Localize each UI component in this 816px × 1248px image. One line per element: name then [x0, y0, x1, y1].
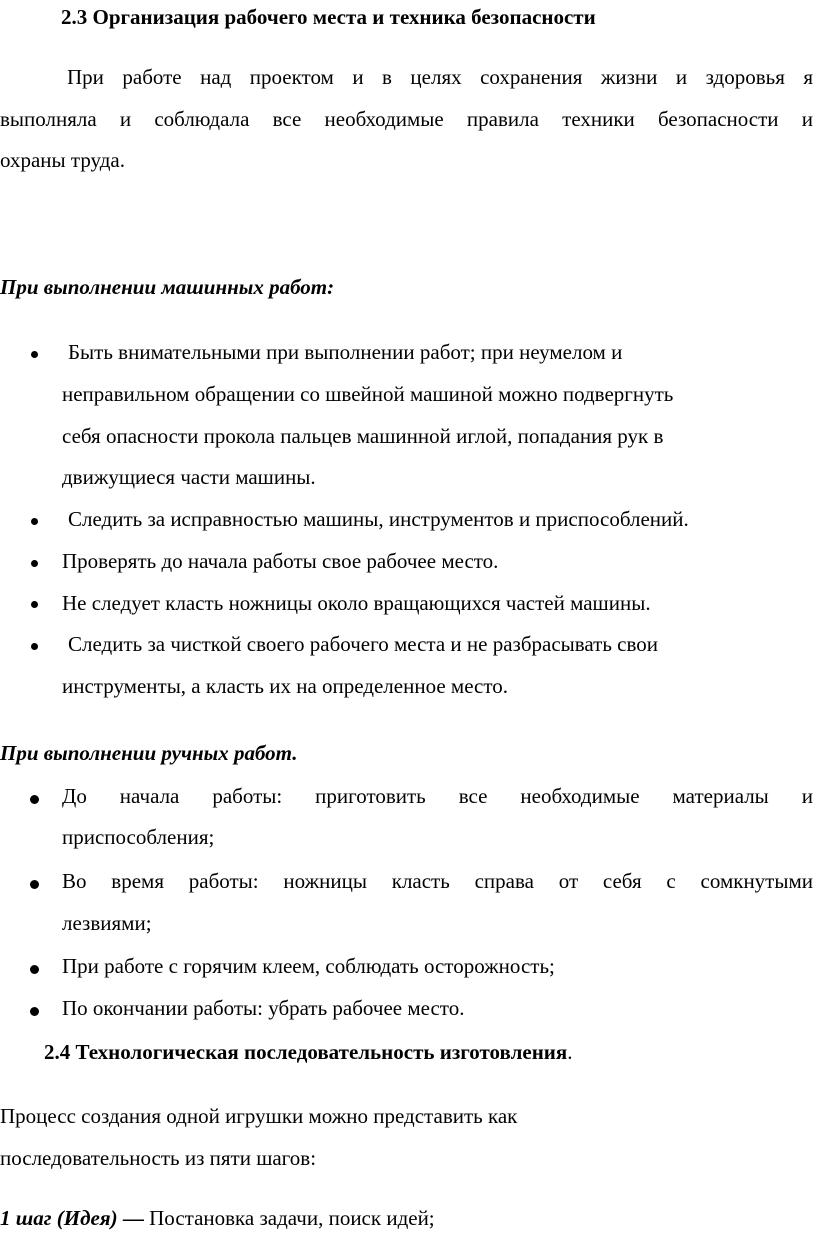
bullet-icon — [30, 880, 39, 889]
bullet-icon — [31, 601, 38, 608]
bullet-icon — [31, 351, 38, 358]
list-item-line: Следить за чисткой своего рабочего места и не разбрасывать свои — [68, 632, 658, 656]
list-item-line: Во время работы: ножницы класть справа от себя с сомкнутыми — [62, 869, 813, 893]
list-item-line: неправильном обращении со швейной машиной можно подвергнуть — [62, 382, 674, 406]
step-1-text: Постановка задачи, поиск идей; — [149, 1206, 435, 1230]
section-heading-2-4 — [44, 1040, 573, 1065]
manual-work-heading: При выполнении ручных работ. — [0, 741, 298, 765]
intro-line-3: охраны труда. — [0, 148, 125, 172]
process-intro-line-1: Процесс создания одной игрушки можно представить как — [0, 1104, 518, 1128]
step-1-dash: — — [117, 1206, 150, 1230]
bullet-icon — [31, 560, 38, 567]
step-1 — [0, 1206, 435, 1231]
bullet-icon — [30, 1007, 39, 1016]
step-1-label: 1 шаг (Идея) — [0, 1206, 118, 1230]
list-item-line: лезвиями; — [62, 911, 152, 935]
machine-work-heading: При выполнении машинных работ: — [0, 275, 335, 299]
list-item-line: До начала работы: приготовить все необходимые материалы и — [62, 784, 813, 808]
list-item-line: инструменты, а класть их на определенное место. — [62, 674, 509, 698]
list-item-line: Следить за исправностью машины, инструментов и приспособлений. — [68, 507, 689, 531]
bullet-icon — [30, 965, 39, 974]
section-heading-2-4-suffix: . — [567, 1040, 573, 1064]
list-item-line: себя опасности прокола пальцев машинной иглой, попадания рук в — [62, 424, 664, 448]
bullet-icon — [31, 518, 38, 525]
section-heading-2-3: 2.3 Организация рабочего места и техника безопасности — [61, 5, 596, 29]
intro-line-1: При работе над проектом и в целях сохранения жизни и здоровья я — [67, 65, 813, 89]
list-item-line: приспособления; — [62, 825, 215, 849]
list-item-line: Быть внимательными при выполнении работ; при неумелом и — [68, 340, 623, 364]
bullet-icon — [31, 643, 38, 650]
list-item-line: По окончании работы: убрать рабочее место. — [62, 996, 465, 1020]
list-item-line: При работе с горячим клеем, соблюдать осторожность; — [62, 954, 555, 978]
list-item-line: Проверять до начала работы свое рабочее место. — [62, 549, 499, 573]
bullet-icon — [30, 795, 39, 804]
list-item-line: Не следует класть ножницы около вращающихся частей машины. — [62, 591, 651, 615]
process-intro-line-2: последовательность из пяти шагов: — [0, 1146, 317, 1170]
section-heading-2-4-text: 2.4 Технологическая последовательность изготовления — [44, 1040, 568, 1064]
intro-line-2: выполняла и соблюдала все необходимые правила техники безопасности и — [0, 107, 813, 131]
list-item-line: движущиеся части машины. — [62, 465, 316, 489]
